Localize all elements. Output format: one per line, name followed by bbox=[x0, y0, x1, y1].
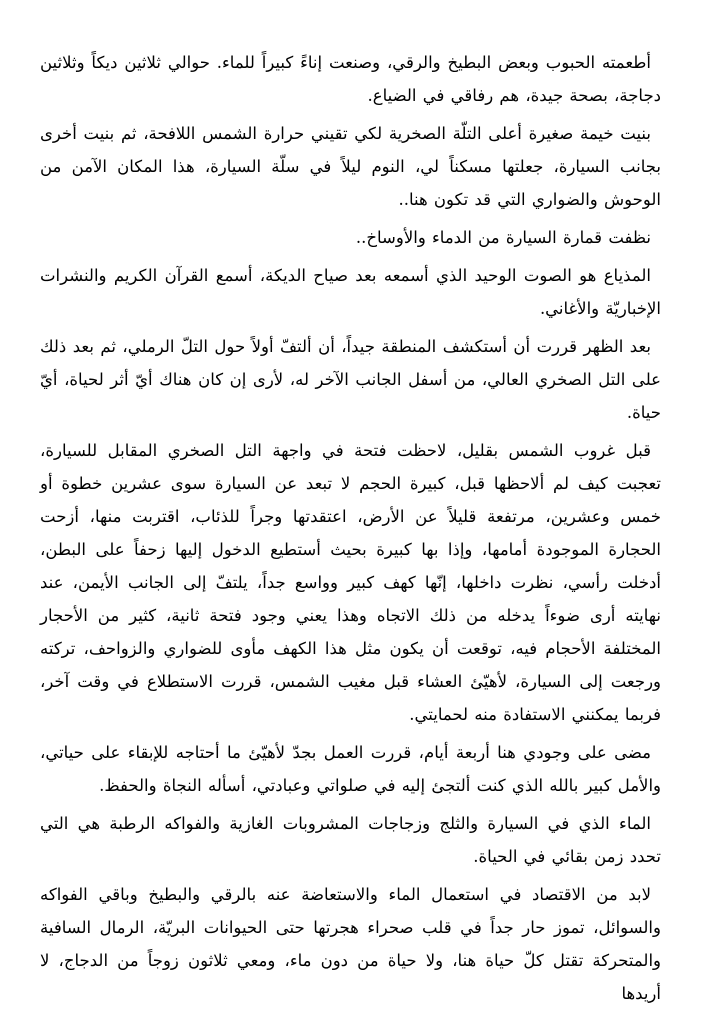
paragraph-5: بعد الظهر قررت أن أستكشف المنطقة جيداً، أن ألتفّ أولاً حول التلّ الرملي، ثم بعد ذلك على التل الصخري العالي، من أسفل الجانب الآخر له، لأرى إن كان هناك أيّ أثر لحياة، أيّ حياة. bbox=[40, 337, 661, 422]
paragraph-9: لابد من الاقتصاد في استعمال الماء والاستعاضة عنه بالرقي والبطيخ وباقي الفواكه والسوائل، تموز حار جداً في قلب صحراء هجرتها حتى الحيوانات البريّة، الرمال السافية والمتحركة تقتل كلّ حياة هنا، ولا حياة من دون ماء، ومعي ثلاثون زوجاً من الدجاج، لا أريدها bbox=[40, 885, 661, 1003]
paragraph-8: الماء الذي في السيارة والثلج وزجاجات المشروبات الغازية والفواكه الرطبة هي التي تحدد زمن بقائي في الحياة. bbox=[40, 814, 661, 866]
paragraph-7: مضى على وجودي هنا أربعة أيام، قررت العمل بجدّ لأهيّئ ما أحتاجه للإبقاء على حياتي، والأمل كبير بالله الذي كنت ألتجئ إليه في صلواتي وعبادتي، أسأله النجاة والحفظ. bbox=[40, 743, 661, 795]
paragraph-6: قبل غروب الشمس بقليل، لاحظت فتحة في واجهة التل الصخري المقابل للسيارة، تعجبت كيف لم ألاحظها قبل، كبيرة الحجم لا تبعد عن السيارة سوى عشرين خطوة أو خمس وعشرين، مرتفعة قليلاً عن الأرض، اعتقدتها وجراً للذئاب، اقتربت منها، أزحت الحجارة الموجودة أمامها، وإذا بها كبيرة بحيث أستطيع الدخول إليها زحفاً على البطن، أدخلت رأسي، نظرت داخلها، إنّها كهف كبير وواسع جداً، يلتفّ إلى الجانب الأيمن، عند نهايته أرى ضوءاً يدخله من ذلك الاتجاه وهذا يعني وجود فتحة ثانية، كثير من الأحجار المختلفة الأحجام فيه، توقعت أن يكون مثل هذا الكهف مأوى للضواري والزواحف، تركته ورجعت إلى السيارة، لأهيّئ العشاء قبل مغيب الشمس، قررت الاستطلاع في وقت آخر، فربما يمكنني الاستفادة منه لحمايتي. bbox=[40, 441, 661, 724]
paragraph-2: بنيت خيمة صغيرة أعلى التلّة الصخرية لكي تقيني حرارة الشمس اللافحة، ثم بنيت أخرى بجانب السيارة، جعلتها مسكناً لي، النوم ليلاً في سلّة السيارة، هذا المكان الآمن من الوحوش والضواري التي قد تكون هنا.. bbox=[40, 124, 661, 209]
paragraph-4: المذياع هو الصوت الوحيد الذي أسمعه بعد صياح الديكة، أسمع القرآن الكريم والنشرات الإخباريّة والأغاني. bbox=[40, 266, 661, 318]
paragraph-3: نظفت قمارة السيارة من الدماء والأوساخ.. bbox=[355, 228, 651, 247]
paragraph-1: أطعمته الحبوب وبعض البطيخ والرقي، وصنعت إناءً كبيراً للماء. حوالي ثلاثين ديكاً وثلاثين دجاجة، بصحة جيدة، هم رفاقي في الضياع. bbox=[40, 53, 661, 105]
